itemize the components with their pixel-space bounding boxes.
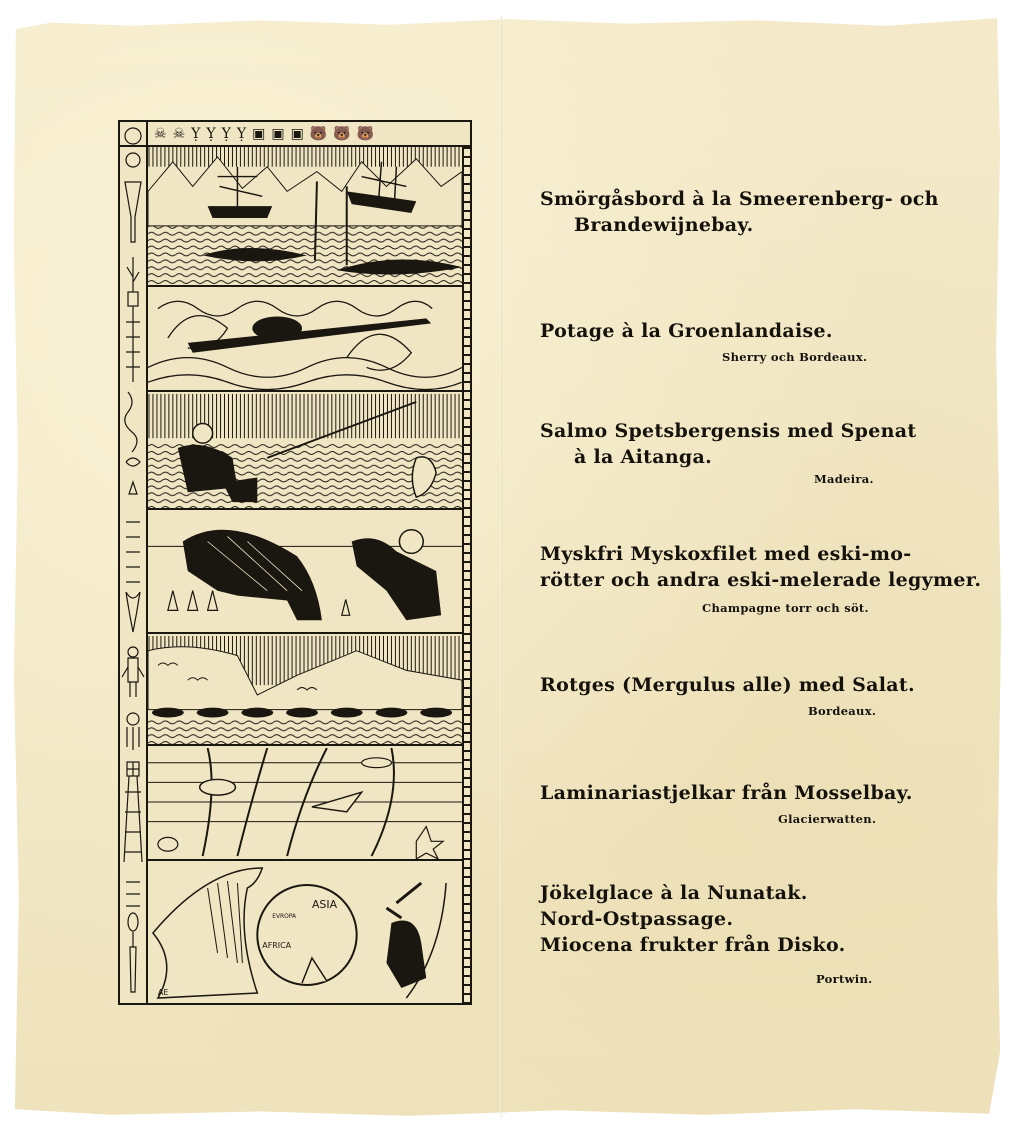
dish-line: Smörgåsbord à la Smeerenberg- och xyxy=(540,188,939,210)
wine-pairing: Madeira. xyxy=(814,472,874,486)
dish-line: Jökelglace à la Nunatak. xyxy=(540,882,808,904)
africa-label: AFRICA xyxy=(262,940,292,951)
wine-glass-icon: Ỵ xyxy=(221,125,231,142)
dish-line: Potage à la Groenlandaise. xyxy=(540,320,833,342)
dish-line: Nord-Ostpassage. xyxy=(540,908,734,930)
wine-glass-icon: Ỵ xyxy=(206,125,216,142)
skull-ornament-icon: ☠ xyxy=(154,125,167,142)
artist-signature: AE xyxy=(157,987,169,998)
menu-item-6 xyxy=(540,780,913,806)
skull-ornament-icon: ☠ xyxy=(172,125,186,142)
dish-line: Laminariastjelkar från Mosselbay. xyxy=(540,782,913,804)
menu-item-4 xyxy=(540,541,981,593)
dish-line: rötter och andra eski-melerade legymer. xyxy=(540,569,982,591)
europa-label: EVROPA xyxy=(272,912,297,921)
polar-bear-icon: 🐻 xyxy=(356,125,375,142)
dish-line: à la Aitanga. xyxy=(574,446,713,468)
jar-icon: ▣ xyxy=(271,125,285,142)
menu-item-1 xyxy=(540,186,939,238)
menu-item-2 xyxy=(540,318,833,344)
wine-pairing: Bordeaux. xyxy=(808,704,877,718)
menu-item-5 xyxy=(540,672,915,698)
wine-glass-icon: Ỵ xyxy=(236,125,247,142)
dish-line: Salmo Spetsbergensis med Spenat xyxy=(540,420,917,442)
wine-pairing: Glacierwatten. xyxy=(778,812,877,826)
menu-item-3 xyxy=(540,418,916,470)
wine-glass-icon: Ỵ xyxy=(191,125,201,142)
jar-icon: ▣ xyxy=(252,125,266,142)
wine-pairing: Sherry och Bordeaux. xyxy=(722,350,868,364)
wine-pairing: Portwin. xyxy=(816,972,873,986)
polar-bear-icon: 🐻 xyxy=(333,125,351,142)
jar-icon: ▣ xyxy=(290,125,304,142)
polar-bear-icon: 🐻 xyxy=(309,125,328,142)
wine-pairing: Champagne torr och söt. xyxy=(702,601,869,615)
menu-item-7 xyxy=(540,880,846,958)
dish-line: Brandewijnebay. xyxy=(574,214,754,236)
dish-line: Miocena frukter från Disko. xyxy=(540,934,846,956)
dish-line: Rotges (Mergulus alle) med Salat. xyxy=(540,674,915,696)
dish-line: Myskfri Myskoxfilet med eski-mo- xyxy=(540,543,912,565)
asia-label: ASIA xyxy=(311,897,338,912)
